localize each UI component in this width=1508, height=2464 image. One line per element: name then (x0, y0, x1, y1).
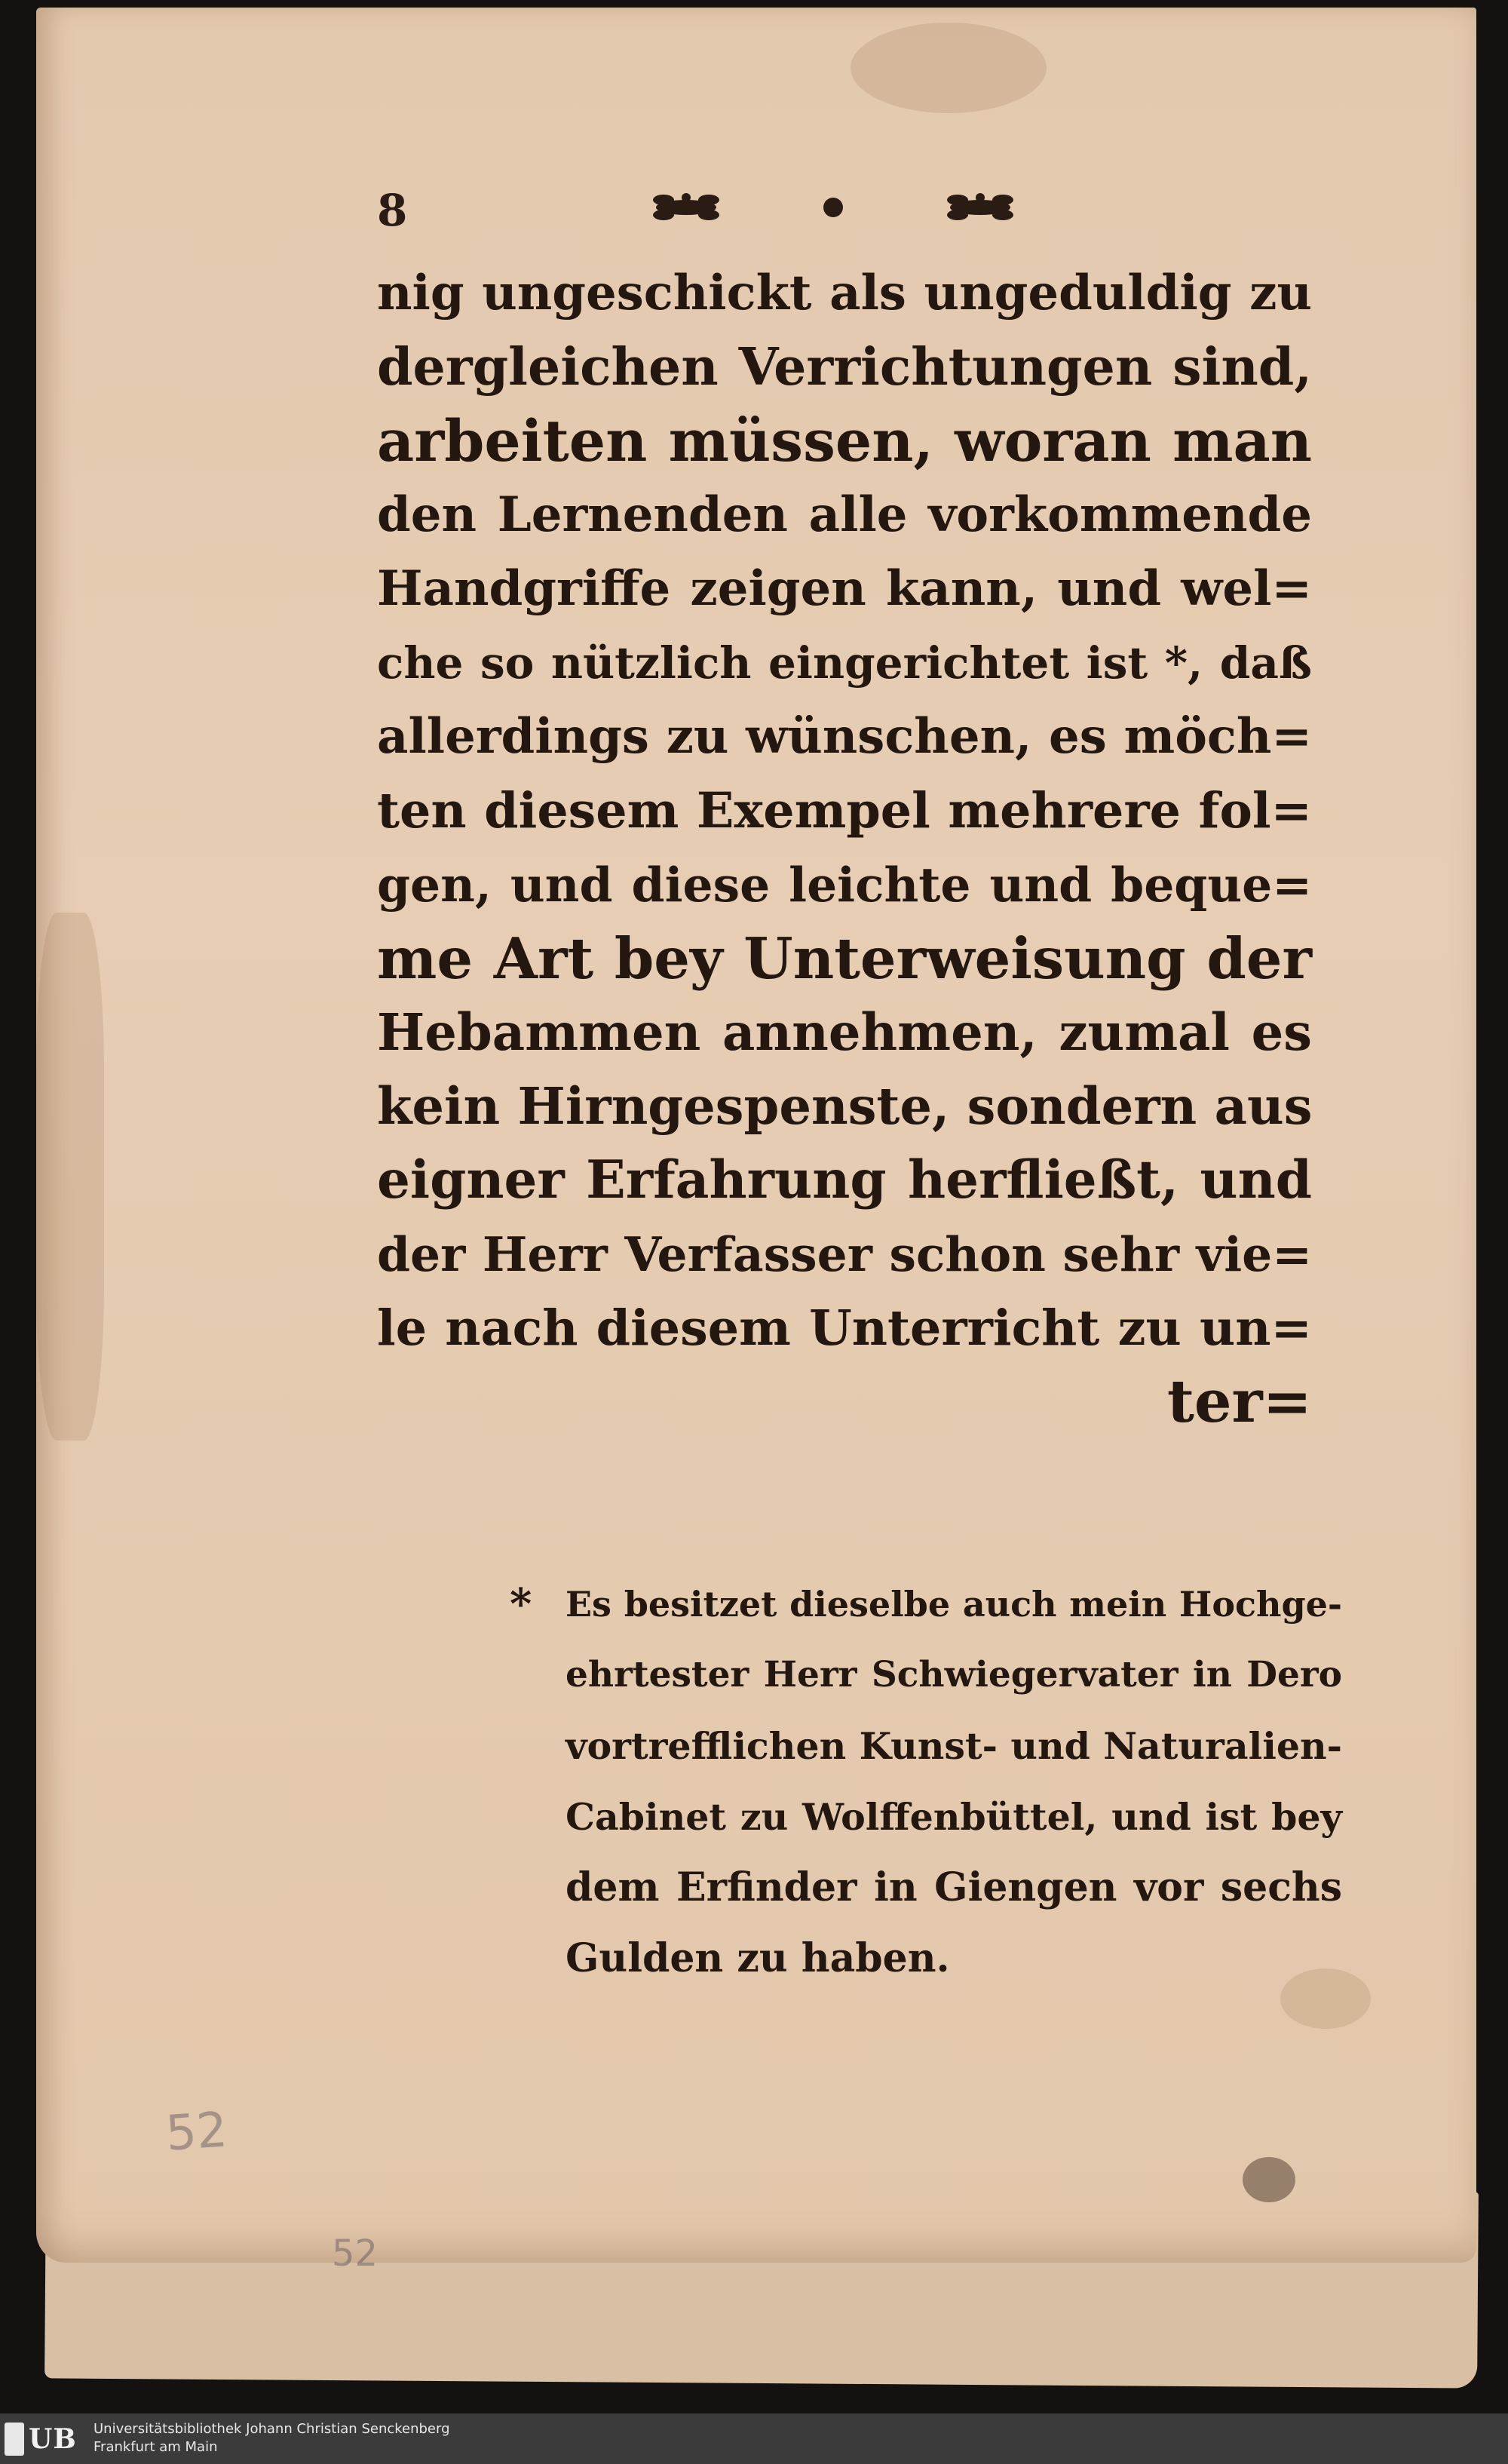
footer-bar (0, 2413, 1508, 2464)
text-line: dergleichen Verrichtungen sind, (377, 337, 1312, 397)
paper-stain (851, 23, 1047, 113)
text-line: eigner Erfahrung herfließt, und (377, 1149, 1312, 1211)
footnote-block (566, 1569, 1342, 1994)
catchword: ter= (1166, 1367, 1312, 1436)
text-line: me Art bey Unterweisung der (377, 925, 1312, 992)
institution-name: Universitätsbibliothek Johann Christian Senckenberg (93, 2421, 450, 2437)
institution-city: Frankfurt am Main (93, 2439, 218, 2455)
ub-logo-text: UB (29, 2423, 77, 2455)
footnote-line: ehrtester Herr Schwiegervater in Dero (566, 1654, 1342, 1695)
text-line: ten diesem Exempel mehrere fol= (377, 782, 1312, 839)
text-line: nig ungeschickt als ungeduldig zu (377, 265, 1312, 321)
text-line: Hebammen annehmen, zumal es (377, 1002, 1312, 1062)
footnote-line: Es besitzet dieselbe auch mein Hochge- (566, 1584, 1342, 1625)
footnote-asterisk: * (510, 1579, 532, 1629)
footnote-line: dem Erfinder in Giengen vor sechs (566, 1864, 1342, 1910)
page-number: 8 (377, 185, 408, 236)
main-text-block (377, 256, 1312, 1439)
text-line: le nach diesem Unterricht zu un= (377, 1300, 1312, 1357)
ub-logo (5, 2421, 86, 2457)
text-line: Handgriffe zeigen kann, und wel= (377, 560, 1312, 617)
library-mark-icon (5, 2423, 24, 2456)
pencil-annotation: 52 (164, 2102, 229, 2162)
footnote-line: vortrefflichen Kunst- und Naturalien- (566, 1724, 1342, 1768)
text-line: kein Hirngespenste, sondern aus (377, 1076, 1313, 1136)
text-line: che so nützlich eingerichtet ist *, daß (377, 637, 1312, 689)
paper-stain (36, 913, 104, 1441)
text-line: der Herr Verfasser schon sehr vie= (377, 1226, 1312, 1282)
footnote-line: Cabinet zu Wolffenbüttel, und ist bey (566, 1795, 1342, 1839)
center-dot-ornament-icon (818, 189, 848, 226)
text-line: allerdings zu wünschen, es möch= (377, 708, 1312, 765)
text-line: gen, und diese leichte und beque= (377, 857, 1312, 913)
text-line: den Lernenden alle vorkommende (377, 486, 1312, 543)
fleuron-ornament-icon (935, 189, 1025, 226)
footnote-line: Gulden zu haben. (566, 1935, 950, 1981)
fleuron-ornament-icon (641, 189, 731, 226)
pencil-annotation: 52 (332, 2232, 379, 2275)
ink-blot (1243, 2157, 1295, 2202)
text-line: arbeiten müssen, woran man (377, 407, 1312, 474)
